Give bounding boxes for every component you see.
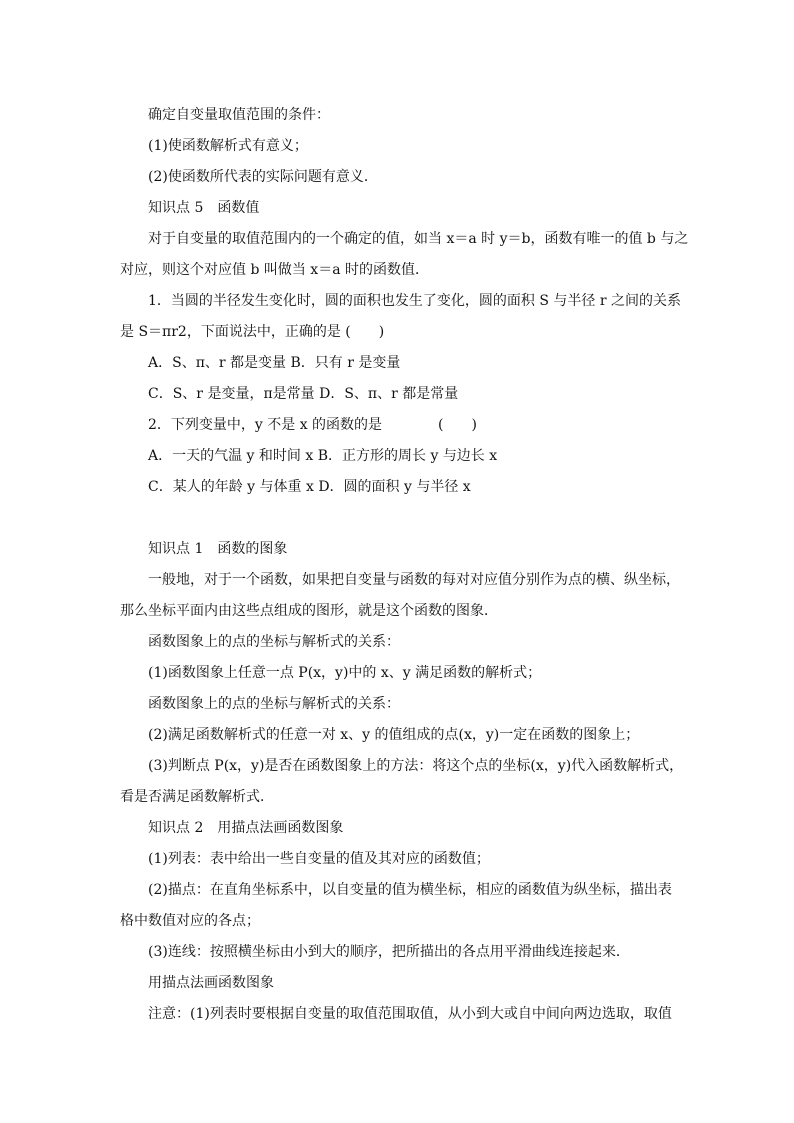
text-line: 对于自变量的取值范围内的一个确定的值，如当 x＝a 时 y＝b，函数有唯一的值 b 与之 [148,231,689,247]
text-line: (2)使函数所代表的实际问题有意义． [148,169,378,185]
text-line: 注意：(1)列表时要根据自变量的取值范围取值，从小到大或自中间向两边选取，取值 [148,1006,672,1022]
text-line: 那么坐标平面内由这些点组成的图形，就是这个函数的图象． [120,603,498,619]
text-line: 格中数值对应的各点； [120,913,260,929]
text-line: 函数图象上的点的坐标与解析式的关系： [148,696,400,712]
option-line: A．一天的气温 y 和时间 x B．正方形的周长 y 与边长 x [148,448,498,464]
section-heading: 知识点 5 函数值 [148,200,260,216]
text-line: 一般地，对于一个函数，如果把自变量与函数的每对对应值分别作为点的横、纵坐标， [148,572,680,588]
section-heading: 知识点 1 函数的图象 [148,541,288,557]
option-line: C．S、r 是变量，π是常量 D．S、π、r 都是常量 [148,386,459,402]
option-line: A．S、π、r 都是变量 B．只有 r 是变量 [148,355,401,371]
text-line: (2)描点：在直角坐标系中，以自变量的值为横坐标，相应的函数值为纵坐标，描出表 [148,882,672,898]
question-line: 是 S＝πr2，下面说法中，正确的是 ( ) [120,324,385,340]
section-heading: 知识点 2 用描点法画函数图象 [148,820,344,836]
text-line: 看是否满足函数解析式． [120,789,274,805]
text-line: (1)列表：表中给出一些自变量的值及其对应的函数值； [148,851,490,867]
text-line: (3)判断点 P(x，y)是否在函数图象上的方法：将这个点的坐标(x，y)代入函数解析式， [148,758,684,774]
option-line: C．某人的年龄 y 与体重 x D．圆的面积 y 与半径 x [148,479,471,495]
text-line: (1)函数图象上任意一点 P(x，y)中的 x、y 满足函数的解析式； [148,665,542,681]
question-line: 1．当圆的半径发生变化时，圆的面积也发生了变化，圆的面积 S 与半径 r 之间的关系 [148,293,681,309]
text-line: (2)满足函数解析式的任意一对 x、y 的值组成的点(x，y)一定在函数的图象上； [148,727,640,743]
text-line: (1)使函数解析式有意义； [148,138,308,154]
question-line: 2．下列变量中，y 不是 x 的函数的是 ( ) [148,417,477,433]
text-line: 函数图象上的点的坐标与解析式的关系： [148,634,400,650]
text-line: 对应，则这个对应值 b 叫做当 x＝a 时的函数值． [120,262,430,278]
text-line: 确定自变量取值范围的条件： [148,107,330,123]
text-line: 用描点法画函数图象 [148,975,274,991]
text-line: (3)连线：按照横坐标由小到大的顺序，把所描出的各点用平滑曲线连接起来． [148,944,630,960]
